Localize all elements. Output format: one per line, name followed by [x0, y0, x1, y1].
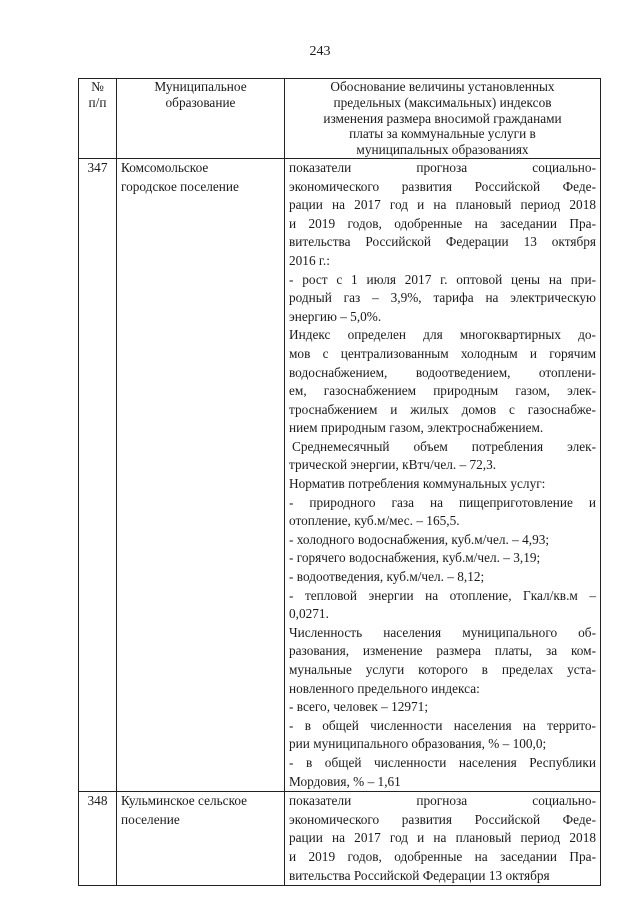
justification-line: нием природным газом, электроснабжением.: [289, 420, 544, 436]
tariff-index-table: [78, 78, 601, 886]
row-municipality: [117, 792, 285, 886]
header-justification: [285, 79, 601, 159]
header-justification-line: платы за коммунальные услуги в: [349, 126, 536, 142]
table-header-row: [79, 79, 601, 159]
justification-line: 0,0271.: [289, 606, 329, 622]
justification-line: разования, изменение размера платы, за ком-: [289, 643, 596, 659]
header-municipality-line: образование: [165, 95, 236, 111]
municipality-line: Кульминское сельское: [121, 793, 248, 809]
justification-line: вительства Российской Федерации 13 октября: [289, 234, 596, 250]
justification-line: - всего, человек – 12971;: [289, 699, 429, 715]
justification-line: вительства Российской Федерации 13 октября: [289, 867, 550, 883]
justification-line: Мордовия, % – 1,61: [289, 773, 401, 789]
justification-line: рии муниципального образования, % – 100,0;: [289, 736, 547, 752]
justification-line: - водоотведения, куб.м/чел. – 8,12;: [289, 569, 485, 585]
row-number: 347: [79, 158, 117, 791]
table-row: [79, 792, 601, 886]
header-justification-line: предельных (максимальных) индексов: [333, 94, 552, 110]
justification-line: Индекс определен для многоквартирных до-: [289, 327, 596, 343]
municipality-line: поселение: [121, 811, 180, 827]
row-justification: [285, 158, 601, 791]
justification-line: рации на 2017 год и на плановый период 2018: [289, 197, 596, 213]
justification-line: - горячего водоснабжения, куб.м/чел. – 3,19;: [289, 550, 541, 566]
justification-line: - холодного водоснабжения, куб.м/чел. – 4,93;: [289, 531, 550, 547]
justification-line: - в общей численности населения на террито-: [289, 717, 596, 733]
justification-line: новленного предельного индекса:: [289, 680, 480, 696]
municipality-line: городское поселение: [121, 178, 239, 194]
header-municipality-line: Муниципальное: [154, 79, 247, 94]
page-number: 243: [309, 44, 331, 59]
justification-line: - тепловой энергии на отопление, Гкал/кв.м –: [289, 587, 596, 603]
justification-line: трической энергии, кВтч/чел. – 72,3.: [289, 457, 497, 473]
table-row: [79, 158, 601, 791]
row-municipality: [117, 158, 285, 791]
justification-line: и 2019 годов, одобренные на заседании Пра-: [289, 215, 596, 231]
justification-line: - рост с 1 июля 2017 г. оптовой цены на при-: [289, 271, 596, 287]
justification-line: водоснабжением, водоотведением, отоплени-: [289, 364, 596, 380]
justification-line: и 2019 годов, одобренные на заседании Пра-: [289, 848, 596, 864]
header-justification-line: изменения размера вносимой гражданами: [323, 110, 562, 126]
justification-line: мунальные услуги которого в пределах уста-: [289, 662, 596, 678]
justification-line: отопление, куб.м/мес. – 165,5.: [289, 513, 460, 529]
justification-line: 2016 г.:: [289, 252, 330, 268]
justification-line: родный газ – 3,9%, тарифа на электрическую: [289, 290, 596, 306]
justification-line: - в общей численности населения Республики: [289, 754, 596, 770]
justification-line: экономического развития Российской Феде-: [289, 811, 596, 827]
justification-line: экономического развития Российской Феде-: [289, 178, 596, 194]
row-number: 348: [79, 792, 117, 886]
justification-line: мов с централизованным холодным и горячим: [289, 345, 596, 361]
header-number-line: №: [91, 79, 104, 94]
header-number: [79, 79, 117, 159]
justification-line: троснабжением и жилых домов с газоснабже-: [289, 401, 596, 417]
justification-line: энергию – 5,0%.: [289, 308, 382, 324]
justification-line: показатели прогноза социально-: [289, 793, 596, 809]
header-justification-line: муниципальных образованиях: [356, 142, 529, 158]
justification-line: - природного газа на пищеприготовление и: [289, 494, 596, 510]
justification-line: рации на 2017 год и на плановый период 2018: [289, 830, 596, 846]
justification-line: Среднемесячный объем потребления элек-: [292, 438, 596, 454]
justification-line: Численность населения муниципального об-: [289, 624, 596, 640]
municipality-line: Комсомольское: [121, 159, 209, 175]
justification-line: Норматив потребления коммунальных услуг:: [289, 476, 546, 492]
header-number-line: п/п: [88, 95, 107, 111]
row-justification: [285, 792, 601, 886]
justification-line: ем, газоснабжением природным газом, элек-: [289, 383, 596, 399]
header-municipality: [117, 79, 285, 159]
justification-line: показатели прогноза социально-: [289, 159, 596, 175]
header-justification-line: Обоснование величины установленных: [330, 79, 555, 94]
